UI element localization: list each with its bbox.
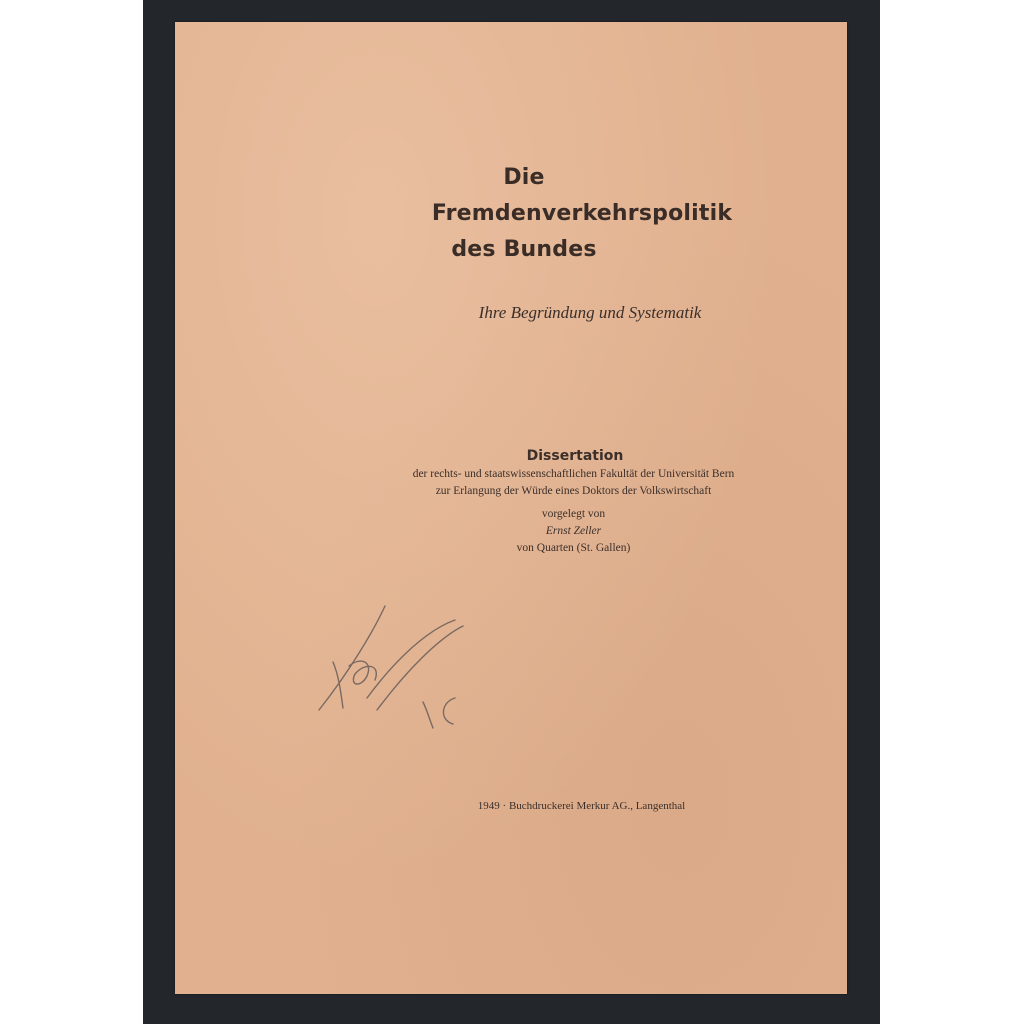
title-line-3: des Bundes	[451, 237, 597, 262]
dissertation-heading: Dissertation	[526, 448, 624, 464]
document-page	[175, 22, 847, 994]
handwritten-signature	[315, 602, 475, 742]
document-subtitle: Ihre Begründung und Systematik	[478, 303, 702, 322]
dissertation-block	[175, 446, 847, 557]
title-line-1: Die	[503, 165, 545, 190]
title-line-2: Fremdenverkehrspolitik	[431, 201, 733, 226]
author-name: Ernst Zeller	[545, 525, 602, 537]
presented-by: vorgelegt von	[541, 508, 606, 520]
imprint: 1949 · Buchdruckerei Merkur AG., Langenthal	[477, 800, 686, 812]
document-title	[175, 160, 847, 268]
author-origin: von Quarten (St. Gallen)	[516, 542, 631, 554]
faculty-line-2: zur Erlangung der Würde eines Doktors der Volkswirtschaft	[435, 485, 712, 497]
faculty-line-1: der rechts- und staatswissenschaftlichen Fakultät der Universität Bern	[412, 468, 735, 480]
